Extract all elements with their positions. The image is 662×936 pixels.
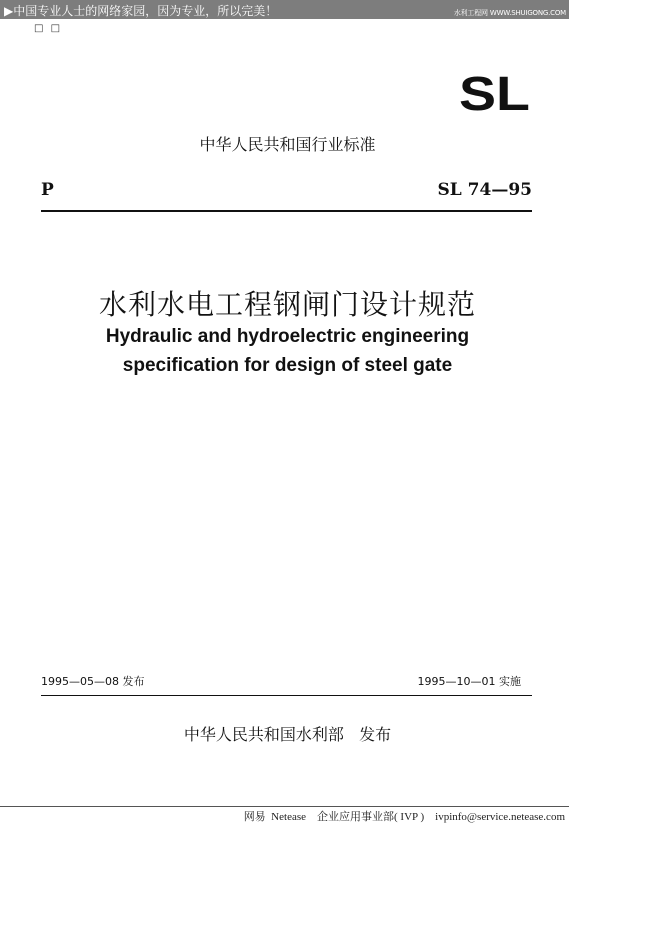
banner-slogan: ▶中国专业人士的网络家园，因为专业，所以完美！	[4, 4, 278, 18]
classification-code: P	[41, 180, 54, 200]
title-chinese: 水利水电工程钢闸门设计规范	[98, 288, 476, 321]
sl-logo	[459, 70, 531, 112]
standard-code: SL 74—95	[437, 180, 532, 200]
site-link[interactable]: 水利工程网 WWW.SHUIGONG.COM	[453, 9, 566, 17]
title-english	[0, 322, 575, 380]
divider-top	[41, 210, 532, 212]
standard-type: 中华人民共和国行业标准	[199, 135, 376, 154]
footer-divider	[0, 806, 569, 807]
logo-text: SL	[459, 70, 530, 112]
corner-marks: □ □	[34, 23, 63, 34]
title-english-line2: specification for design of steel gate	[122, 355, 453, 376]
implementation-date: 1995—10—01 实施	[417, 675, 521, 688]
footer-text: 网易 Netease 企业应用事业部( IVP ) ivpinfo@service.netease.com	[243, 811, 565, 823]
issuing-authority: 中华人民共和国水利部 发布	[183, 725, 392, 744]
divider-bottom	[41, 695, 532, 696]
top-banner	[0, 0, 569, 19]
title-english-line1: Hydraulic and hydroelectric engineering	[105, 326, 470, 347]
issue-date: 1995—05—08 发布	[41, 675, 145, 688]
